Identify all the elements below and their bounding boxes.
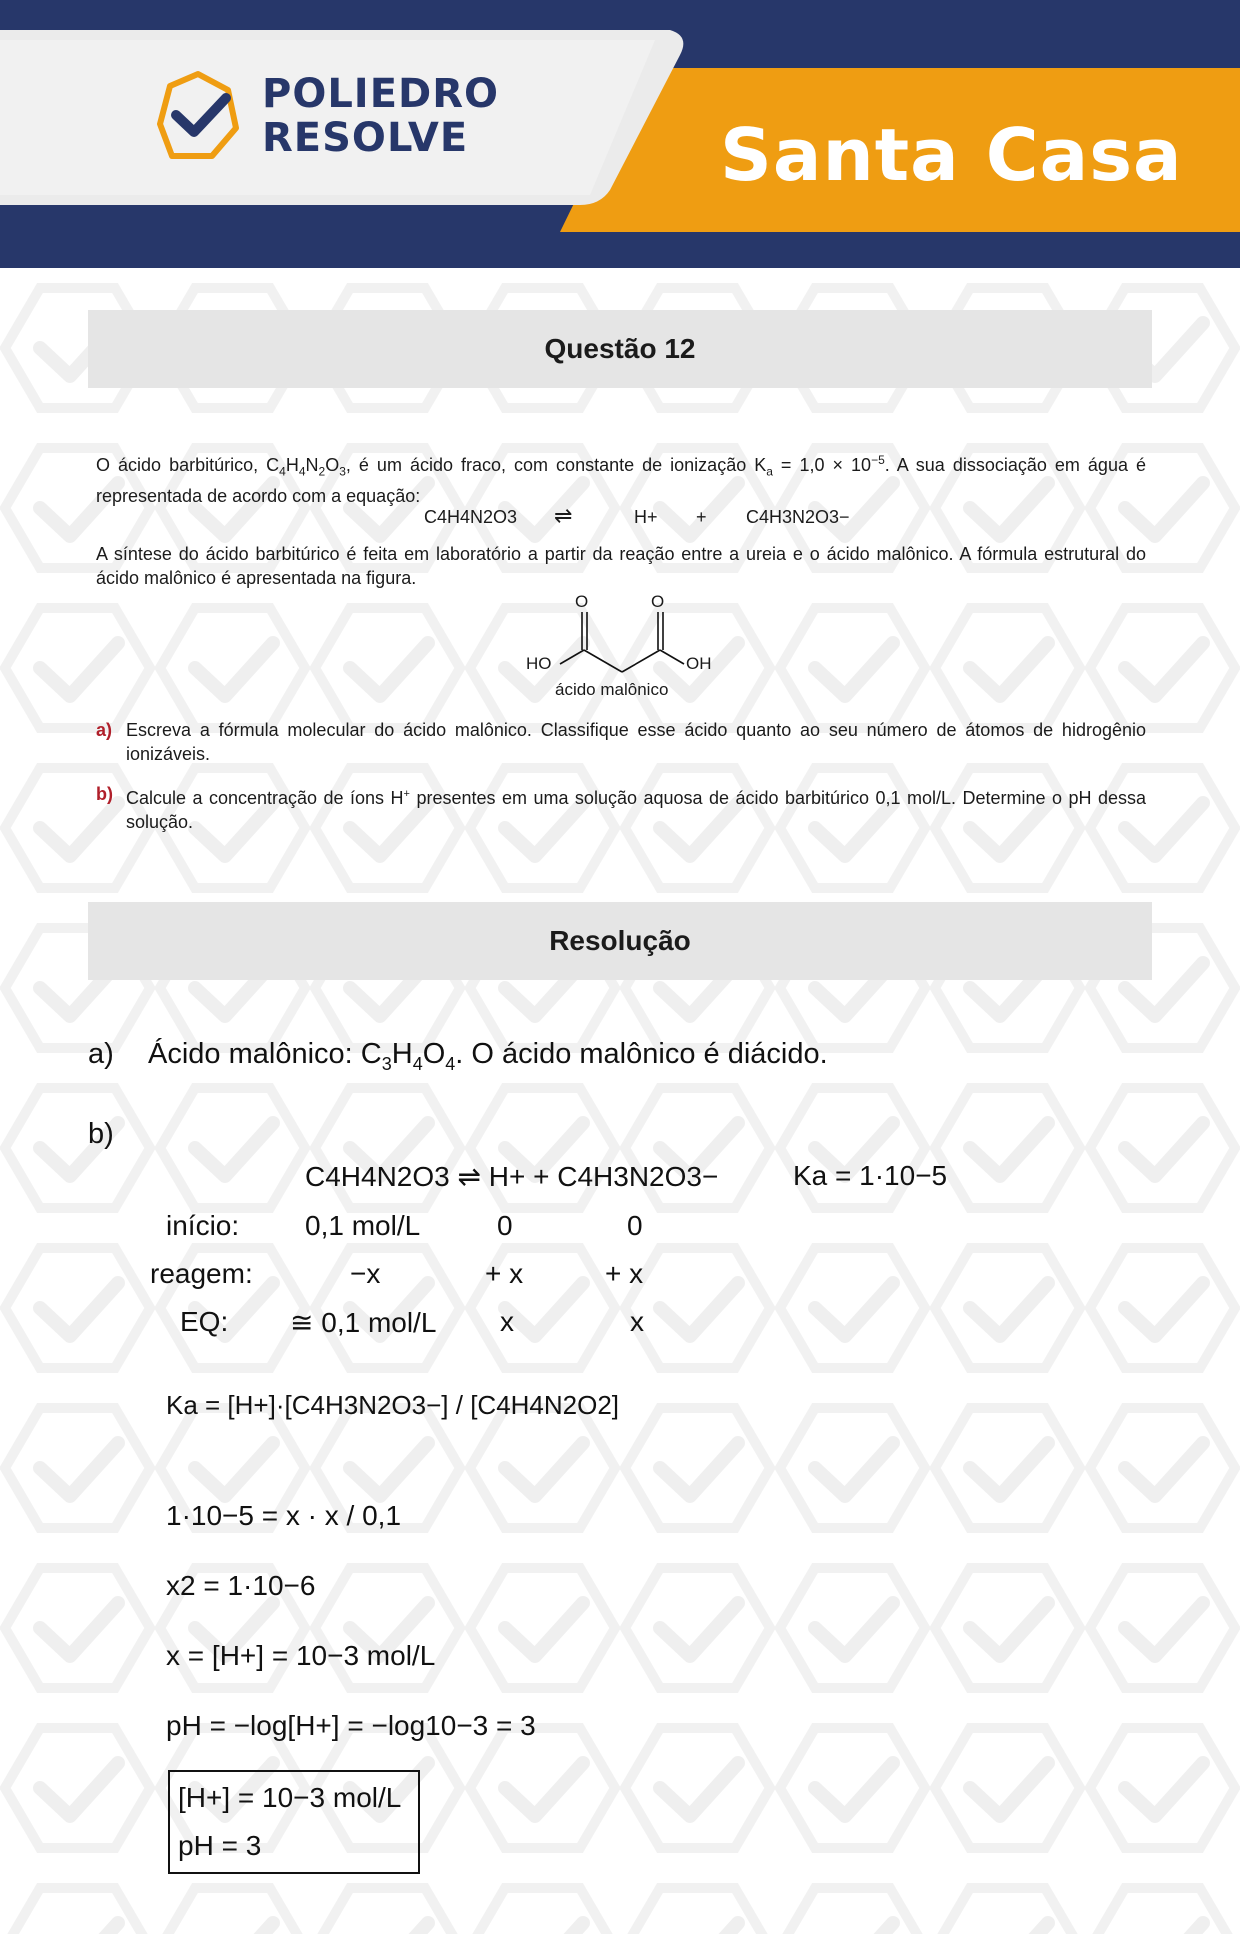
row-inicio-c2: 0 — [497, 1210, 513, 1241]
structure-o-right: O — [651, 592, 665, 611]
row-reagem-c2: + x — [485, 1258, 524, 1289]
structure-ho: HO — [526, 654, 552, 673]
question-title: Questão 12 — [544, 333, 696, 364]
box-line-2: pH = 3 — [178, 1830, 262, 1861]
structure-o-left: O — [575, 592, 589, 611]
row-inicio-label: início: — [166, 1210, 240, 1241]
step-3: x = [H+] = 10−3 mol/L — [166, 1640, 436, 1671]
equilibrium-reaction: C4H4N2O3 ⇌ H+ + C4H3N2O3− — [305, 1161, 719, 1192]
structure-caption: ácido malônico — [555, 680, 669, 699]
item-a: a) Escreva a fórmula molecular do ácido malônico. Classifique esse ácido quanto ao seu número de átomos de hidrogênio ionizáveis. — [96, 720, 1146, 764]
step-4: pH = −log[H+] = −log10−3 = 3 — [166, 1710, 536, 1741]
structure-oh: OH — [686, 654, 712, 673]
synthesis-text: A síntese do ácido barbitúrico é feita em laboratório a partir da reação entre a ureia e o ácido malônico. A fórmula estrutural do ácido malônico é apresentada na figura. — [96, 544, 1146, 588]
row-reagem-c3: + x — [605, 1258, 644, 1289]
logo-line-1: POLIEDRO — [262, 71, 500, 117]
row-reagem-c1: −x — [350, 1258, 381, 1289]
final-answer-box — [168, 1770, 420, 1874]
resolution-title-bar — [88, 902, 1152, 980]
answer-b-label: b) — [88, 1118, 114, 1150]
ka-expression: Ka = [H+]·[C4H3N2O3−] / [C4H4N2O2] — [166, 1390, 620, 1420]
step-2: x2 = 1·10−6 — [166, 1570, 316, 1601]
question-title-bar — [88, 310, 1152, 388]
brand-title: Santa Casa — [720, 113, 1183, 197]
question-intro: O ácido barbitúrico, $C_4H_4N_2O_3$, é um ácido fraco, com constante de ionização $K_a = 1,0 \times 10^{-5}$. A sua dissociação em água é representada de acordo com a equação: — [96, 453, 1146, 506]
answer-a: a) Ácido malônico: $C_3H_4O_4$. O ácido malônico é diácido. — [88, 1038, 828, 1074]
box-line-1: [H+] = 10−3 mol/L — [178, 1782, 402, 1813]
row-eq-label: EQ: — [180, 1306, 229, 1337]
row-eq-c3: x — [630, 1306, 644, 1337]
ka-value: Ka = 1·10−5 — [793, 1160, 948, 1191]
row-inicio-c1: 0,1 mol/L — [305, 1210, 421, 1241]
item-b: b) Calcule a concentração de íons H+ presentes em uma solução aquosa de ácido barbitúrico 0,1 mol/L. Determine o pH dessa solução. — [96, 784, 1146, 832]
step-1: 1·10−5 = x · x / 0,1 — [166, 1500, 402, 1531]
resolution-title: Resolução — [549, 925, 691, 956]
logo-wordmark — [262, 72, 499, 160]
row-reagem-label: reagem: — [150, 1258, 253, 1289]
logo-line-2: RESOLVE — [262, 115, 469, 161]
dissociation-equation: C4H4N2O3 ⇌ H+ + C4H3N2O3− — [424, 503, 850, 528]
row-inicio-c3: 0 — [627, 1210, 643, 1241]
row-eq-c1: ≅ 0,1 mol/L — [290, 1307, 437, 1338]
row-eq-c2: x — [500, 1306, 514, 1337]
